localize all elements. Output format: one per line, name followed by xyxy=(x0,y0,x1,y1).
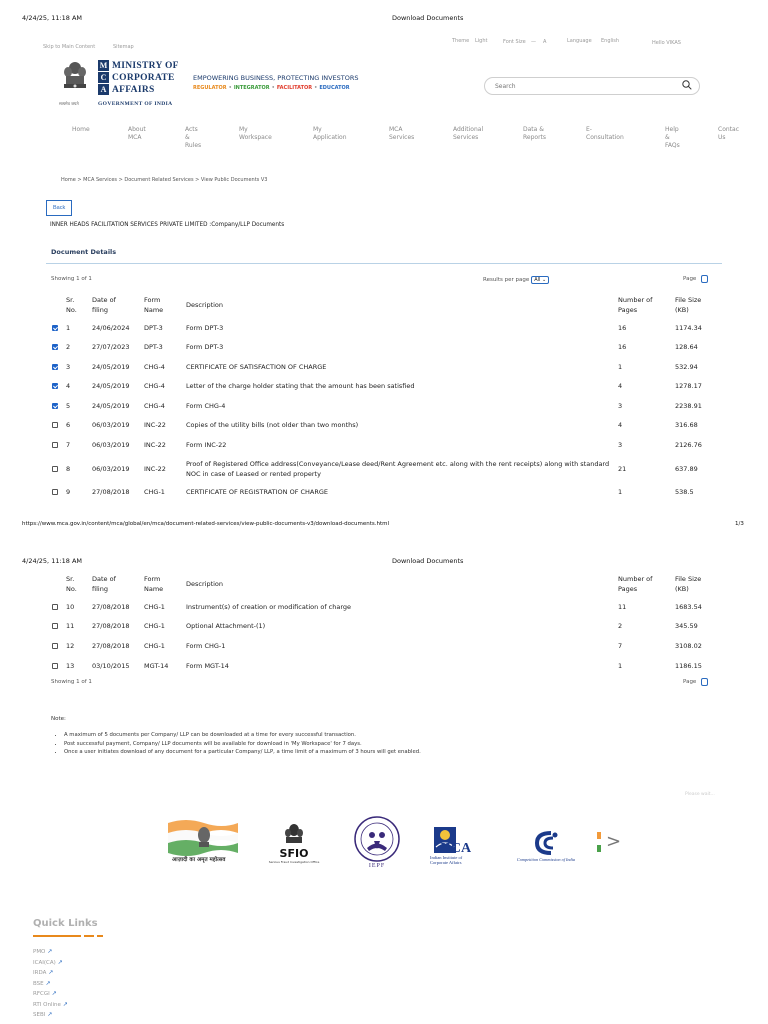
sub-tag-educator: EDUCATOR xyxy=(319,85,350,91)
mca-letter-c: C xyxy=(98,72,109,83)
cell-form: CHG-1 xyxy=(144,488,165,497)
header-sr-no: Sr. No. xyxy=(66,296,77,314)
row-select-cell xyxy=(52,357,66,377)
cell-pages: 3 xyxy=(618,440,623,449)
theme-select[interactable]: Light xyxy=(475,38,488,44)
cell-date: 03/10/2015 xyxy=(92,661,130,670)
note-list xyxy=(52,731,421,757)
table-row xyxy=(52,396,718,416)
external-link-icon: ↗ xyxy=(62,1000,68,1008)
search-icon[interactable] xyxy=(682,80,692,92)
quick-link-label: RFCGI xyxy=(33,991,50,997)
quick-links-list xyxy=(33,947,68,1021)
cell-pages: 1 xyxy=(618,362,623,371)
nav-item-label: Consultation xyxy=(586,134,624,141)
note-item: • A maximum of 5 documents per Company/ LLP can be downloaded at a time for every successful transaction. xyxy=(64,731,421,740)
table-row xyxy=(52,455,718,483)
sub-tag-separator: • xyxy=(271,85,275,91)
sfio-logo[interactable] xyxy=(266,815,322,871)
row-checkbox[interactable] xyxy=(52,442,58,448)
cell-form: INC-22 xyxy=(144,464,166,473)
cell-form: CHG-1 xyxy=(144,641,165,650)
cell-desc: Optional Attachment-(1) xyxy=(186,622,266,631)
nav-item-9[interactable] xyxy=(665,126,680,150)
mca-word-affairs: AFFAIRS xyxy=(112,84,155,95)
nav-item-label: Services xyxy=(453,134,479,141)
external-link-icon: ↗ xyxy=(47,948,53,955)
mca-word-ministry: MINISTRY OF xyxy=(112,60,179,71)
language-label: Language xyxy=(567,38,592,44)
table-row xyxy=(52,483,718,503)
cell-sr: 4 xyxy=(66,382,71,391)
nav-item-label: Workspace xyxy=(239,134,272,141)
quick-link-item[interactable] xyxy=(33,979,68,990)
table-row xyxy=(52,636,718,656)
national-emblem-icon xyxy=(60,58,90,102)
header-date: Date of filing xyxy=(92,296,116,314)
quick-links-title: Quick Links xyxy=(33,918,98,929)
row-checkbox[interactable] xyxy=(52,403,58,409)
external-link-icon: ↗ xyxy=(47,1011,53,1018)
cell-pages: 16 xyxy=(618,323,627,332)
row-checkbox[interactable] xyxy=(52,383,58,389)
cell-size: 345.59 xyxy=(675,622,698,631)
mca-letter-a: A xyxy=(98,84,109,95)
row-select-cell xyxy=(52,455,66,483)
results-per-page xyxy=(483,276,549,284)
row-select-cell xyxy=(52,338,66,358)
cell-size: 1278.17 xyxy=(675,382,702,391)
cell-form: CHG-4 xyxy=(144,382,165,391)
cell-desc: Instrument(s) of creation or modification of charge xyxy=(186,602,352,611)
skip-to-main-link[interactable]: Skip to Main Content xyxy=(43,44,96,50)
cell-pages: 1 xyxy=(618,488,623,497)
print-datetime-2: 4/24/25, 11:18 AM xyxy=(22,557,83,565)
row-select-cell xyxy=(52,396,66,416)
mca-word-corporate: CORPORATE xyxy=(112,72,175,83)
header-date: Date of filing xyxy=(92,575,116,593)
print-title-2: Download Documents xyxy=(392,557,464,565)
language-select[interactable]: English xyxy=(601,38,620,44)
table-row xyxy=(52,435,718,455)
quick-link-item[interactable] xyxy=(33,1000,68,1011)
please-wait-text: Please wait... xyxy=(685,792,715,797)
iica-emblem-title: IICA xyxy=(440,841,472,855)
search-bar[interactable] xyxy=(484,77,700,95)
row-select-cell xyxy=(52,617,66,637)
print-title: Download Documents xyxy=(392,14,464,22)
cell-pages: 11 xyxy=(618,602,627,611)
row-select-cell xyxy=(52,416,66,436)
row-checkbox[interactable] xyxy=(52,489,58,495)
table-row xyxy=(52,416,718,436)
cci-emblem-icon xyxy=(529,829,563,857)
nav-item-label: Home xyxy=(72,126,90,133)
theme-label: Theme xyxy=(452,38,470,44)
cell-date: 24/06/2024 xyxy=(92,323,130,332)
iica-subtitle-1: Indian Institute of xyxy=(430,855,463,860)
cell-sr: 10 xyxy=(66,602,75,611)
sub-tag-regulator: REGULATOR xyxy=(193,85,227,91)
note-item: • Post successful payment, Company/ LLP documents will be available for download in 'My Workspace' for 7 days. xyxy=(64,740,421,749)
print-datetime: 4/24/25, 11:18 AM xyxy=(22,14,83,22)
sfio-subtitle: Serious Fraud Investigation Office xyxy=(268,860,320,864)
cell-sr: 9 xyxy=(66,488,71,497)
iepf-logo[interactable] xyxy=(346,812,408,872)
sfio-emblem-icon xyxy=(283,822,305,848)
cell-form: CHG-1 xyxy=(144,602,165,611)
sub-tag-integrator: INTEGRATOR xyxy=(233,85,270,91)
cell-sr: 3 xyxy=(66,362,71,371)
cell-desc: Form CHG-1 xyxy=(186,641,226,650)
table-header-row xyxy=(52,292,718,318)
page-input[interactable] xyxy=(701,275,708,283)
quick-link-label: RTI Online xyxy=(33,1001,61,1008)
results-per-page-value: All xyxy=(534,277,541,283)
cell-sr: 8 xyxy=(66,464,71,473)
cell-size: 538.5 xyxy=(675,488,694,497)
cell-date: 06/03/2019 xyxy=(92,464,130,473)
row-checkbox[interactable] xyxy=(52,466,58,472)
cell-size: 1683.54 xyxy=(675,602,702,611)
header-form: Form Name xyxy=(144,575,164,593)
cell-size: 1174.34 xyxy=(675,323,702,332)
row-checkbox[interactable] xyxy=(52,663,58,669)
azadi-ka-amrit-mahotsav-logo[interactable] xyxy=(166,815,240,870)
tagline: EMPOWERING BUSINESS, PROTECTING INVESTORS xyxy=(193,74,359,82)
quick-link-item[interactable] xyxy=(33,968,68,979)
header-description: Description xyxy=(186,301,224,309)
nav-item-label: My xyxy=(239,126,248,133)
table-row xyxy=(52,656,718,676)
table-row xyxy=(52,617,718,637)
cell-sr: 12 xyxy=(66,641,75,650)
cell-size: 1186.15 xyxy=(675,661,702,670)
header-size: File Size (KB) xyxy=(675,575,702,593)
table-row xyxy=(52,357,718,377)
cell-pages: 21 xyxy=(618,464,627,473)
cell-size: 2126.76 xyxy=(675,440,702,449)
quick-link-label: ICAI(CA) xyxy=(33,959,56,966)
table-body xyxy=(52,318,718,502)
cell-desc: CERTIFICATE OF REGISTRATION OF CHARGE xyxy=(186,488,329,497)
nav-item-label: Contac xyxy=(718,126,739,133)
cell-size: 316.68 xyxy=(675,421,698,430)
font-decrease-button[interactable]: — xyxy=(531,39,536,45)
carousel-next-arrow[interactable]: > xyxy=(606,831,622,852)
row-select-cell xyxy=(52,483,66,503)
sub-tag-separator: • xyxy=(314,85,318,91)
table-row xyxy=(52,338,718,358)
table-row xyxy=(52,318,718,338)
nav-item-label: Acts xyxy=(185,126,198,133)
documents-table-continued xyxy=(52,571,718,675)
cell-desc: Proof of Registered Office address(Conveyance/Lease deed/Rent Agreement etc. along with the rent receipts) along with standard NOC in case of Leased or rented property xyxy=(186,459,610,478)
cell-date: 27/07/2023 xyxy=(92,343,130,352)
search-input[interactable] xyxy=(495,83,665,90)
cell-date: 24/05/2019 xyxy=(92,382,130,391)
breadcrumb[interactable]: Home > MCA Services > Document Related Services > View Public Documents V3 xyxy=(61,177,268,183)
cell-sr: 7 xyxy=(66,440,71,449)
sfio-title: SFIO xyxy=(279,847,309,860)
row-select-cell xyxy=(52,318,66,338)
header-size: File Size (KB) xyxy=(675,296,702,314)
quick-link-item[interactable] xyxy=(33,958,68,969)
print-url: https://www.mca.gov.in/content/mca/global/en/mca/document-related-services/view-public-documents-v3/download-documents.html xyxy=(22,521,390,527)
nav-item-7[interactable] xyxy=(523,126,546,142)
cell-date: 27/08/2018 xyxy=(92,641,130,650)
cell-date: 24/05/2019 xyxy=(92,401,130,410)
header-pages: Number of Pages xyxy=(618,575,653,593)
cell-sr: 2 xyxy=(66,343,71,352)
cell-pages: 2 xyxy=(618,622,623,631)
nav-item-label: Additional xyxy=(453,126,484,133)
company-heading: INNER HEADS FACILITATION SERVICES PRIVATE LIMITED :Company/LLP Documents xyxy=(50,222,285,228)
quick-link-label: PMO xyxy=(33,949,46,955)
row-checkbox[interactable] xyxy=(52,422,58,428)
cell-date: 27/08/2018 xyxy=(92,488,130,497)
iica-emblem-icon xyxy=(430,825,480,855)
nav-item-label: Application xyxy=(313,134,347,141)
cell-sr: 6 xyxy=(66,421,71,430)
sitemap-link[interactable]: Sitemap xyxy=(113,44,134,50)
nav-item-8[interactable] xyxy=(586,126,624,142)
nav-item-label: Rules xyxy=(185,142,202,149)
nav-item-label: MCA xyxy=(128,134,142,141)
results-per-page-label: Results per page xyxy=(483,277,530,283)
external-link-icon: ↗ xyxy=(45,979,51,987)
nav-item-3[interactable] xyxy=(239,126,272,142)
cell-sr: 13 xyxy=(66,661,75,670)
back-button[interactable]: Back xyxy=(46,200,72,216)
main-nav xyxy=(0,126,768,156)
cell-sr: 11 xyxy=(66,622,75,631)
font-size-label: Font Size xyxy=(503,39,526,45)
header-pages: Number of Pages xyxy=(618,296,653,314)
cell-date: 24/05/2019 xyxy=(92,362,130,371)
user-greeting[interactable]: Hello VIKAS xyxy=(652,40,681,46)
cell-desc: Form DPT-3 xyxy=(186,323,224,332)
nav-item-label: My xyxy=(313,126,322,133)
quick-link-item[interactable] xyxy=(33,1010,68,1021)
iica-subtitle-2: Corporate Affairs xyxy=(430,860,462,865)
page-label: Page xyxy=(683,679,697,685)
external-link-icon: ↗ xyxy=(48,969,54,976)
header-select xyxy=(52,571,66,597)
nav-item-label: Help xyxy=(665,126,679,133)
cell-form: MGT-14 xyxy=(144,661,169,670)
iepf-emblem-icon xyxy=(352,815,402,863)
cell-desc: Copies of the utility bills (not older than two months) xyxy=(186,421,359,430)
note-item: • Once a user initiates download of any document for a particular Company/ LLP, a time limit of a maximum of 3 hours will get enabled. xyxy=(64,748,421,757)
page-label: Page xyxy=(683,276,697,282)
mca-letter-m: M xyxy=(99,61,108,70)
row-select-cell xyxy=(52,636,66,656)
cell-form: CHG-4 xyxy=(144,401,165,410)
emblem-caption: सत्यमेव जयते xyxy=(59,101,79,106)
table-row xyxy=(52,597,718,617)
quick-links-underline xyxy=(33,935,103,937)
cell-pages: 3 xyxy=(618,401,623,410)
cell-pages: 1 xyxy=(618,661,623,670)
nav-item-0[interactable] xyxy=(72,126,90,134)
header-form: Form Name xyxy=(144,296,164,314)
nav-item-label: Services xyxy=(389,134,415,141)
cell-date: 06/03/2019 xyxy=(92,440,130,449)
cell-pages: 4 xyxy=(618,421,623,430)
cell-form: CHG-4 xyxy=(144,362,165,371)
table-row xyxy=(52,377,718,397)
cell-pages: 16 xyxy=(618,343,627,352)
results-per-page-select[interactable]: All ⌄ xyxy=(531,276,549,284)
nav-item-label: & xyxy=(665,134,670,141)
sub-tag-facilitator: FACILITATOR xyxy=(276,85,313,91)
header-description: Description xyxy=(186,580,224,588)
iica-logo[interactable] xyxy=(430,818,488,872)
section-divider xyxy=(46,263,722,264)
nav-item-10[interactable] xyxy=(718,126,739,142)
nav-item-label: & xyxy=(185,134,190,141)
nav-item-label: Reports xyxy=(523,134,547,141)
page-input[interactable] xyxy=(701,678,708,686)
pagination-bottom xyxy=(683,678,708,686)
cell-pages: 7 xyxy=(618,641,623,650)
cell-size: 3108.02 xyxy=(675,641,702,650)
row-checkbox[interactable] xyxy=(52,325,58,331)
nav-item-label: About xyxy=(128,126,146,133)
table-header-row xyxy=(52,571,718,597)
cell-size: 128.64 xyxy=(675,343,698,352)
cell-form: DPT-3 xyxy=(144,323,163,332)
cell-date: 06/03/2019 xyxy=(92,421,130,430)
table-body xyxy=(52,597,718,675)
row-select-cell xyxy=(52,435,66,455)
cci-caption: Competition Commission of India xyxy=(516,856,576,862)
cell-size: 637.89 xyxy=(675,464,698,473)
print-page-number: 1/3 xyxy=(735,521,744,527)
quick-link-label: SEBI xyxy=(33,1012,46,1018)
row-select-cell xyxy=(52,597,66,617)
nav-item-5[interactable] xyxy=(389,126,414,142)
next-logo-partial xyxy=(597,832,601,852)
cell-desc: Letter of the charge holder stating that the amount has been satisfied xyxy=(186,382,415,391)
nav-item-label: Us xyxy=(718,134,726,141)
nav-item-label: FAQs xyxy=(665,142,680,149)
nav-item-label: MCA xyxy=(389,126,403,133)
external-link-icon: ↗ xyxy=(51,990,57,997)
cell-form: DPT-3 xyxy=(144,343,163,352)
sub-tagline xyxy=(193,85,350,91)
quick-link-label: BSE xyxy=(33,980,44,987)
nav-item-6[interactable] xyxy=(453,126,483,142)
cell-sr: 1 xyxy=(66,323,71,332)
document-details-title: Document Details xyxy=(51,248,117,256)
azadi-caption: आज़ादी का अमृत महोत्सव xyxy=(172,857,226,863)
showing-count-bottom: Showing 1 of 1 xyxy=(51,679,92,685)
cell-sr: 5 xyxy=(66,401,71,410)
cell-size: 532.94 xyxy=(675,362,698,371)
cell-form: INC-22 xyxy=(144,440,166,449)
cell-size: 2238.91 xyxy=(675,401,702,410)
row-checkbox[interactable] xyxy=(52,623,58,629)
cell-desc: Form CHG-4 xyxy=(186,401,226,410)
documents-table xyxy=(52,292,718,502)
government-of-india-label: GOVERNMENT OF INDIA xyxy=(98,101,173,107)
iepf-title: IEPF xyxy=(368,863,386,869)
note-title: Note: xyxy=(51,716,66,722)
showing-count-top: Showing 1 of 1 xyxy=(51,276,92,282)
row-checkbox[interactable] xyxy=(52,643,58,649)
cell-form: CHG-1 xyxy=(144,622,165,631)
nav-item-1[interactable] xyxy=(128,126,146,142)
cell-desc: Form MGT-14 xyxy=(186,661,229,670)
nav-item-label: Data & xyxy=(523,126,544,133)
cell-date: 27/08/2018 xyxy=(92,622,130,631)
cell-desc: Form INC-22 xyxy=(186,440,227,449)
font-size-value[interactable]: A xyxy=(543,39,547,45)
cci-logo[interactable] xyxy=(508,822,584,868)
quick-link-item[interactable] xyxy=(33,989,68,1000)
pagination-top xyxy=(683,275,708,283)
row-select-cell xyxy=(52,656,66,676)
cell-form: INC-22 xyxy=(144,421,166,430)
row-checkbox[interactable] xyxy=(52,364,58,370)
header-select xyxy=(52,292,66,318)
sub-tag-separator: • xyxy=(228,85,232,91)
nav-item-4[interactable] xyxy=(313,126,347,142)
quick-link-label: IRDA xyxy=(33,970,47,976)
cell-desc: Form DPT-3 xyxy=(186,343,224,352)
cell-date: 27/08/2018 xyxy=(92,602,130,611)
nav-item-label: E- xyxy=(586,126,592,133)
row-checkbox[interactable] xyxy=(52,344,58,350)
header-sr-no: Sr. No. xyxy=(66,575,77,593)
cell-pages: 4 xyxy=(618,382,623,391)
cell-desc: CERTIFICATE OF SATISFACTION OF CHARGE xyxy=(186,362,327,371)
nav-item-2[interactable] xyxy=(185,126,201,150)
quick-link-item[interactable] xyxy=(33,947,68,958)
mca-logo[interactable] xyxy=(98,60,179,95)
row-checkbox[interactable] xyxy=(52,604,58,610)
external-link-icon: ↗ xyxy=(57,958,63,966)
row-select-cell xyxy=(52,377,66,397)
